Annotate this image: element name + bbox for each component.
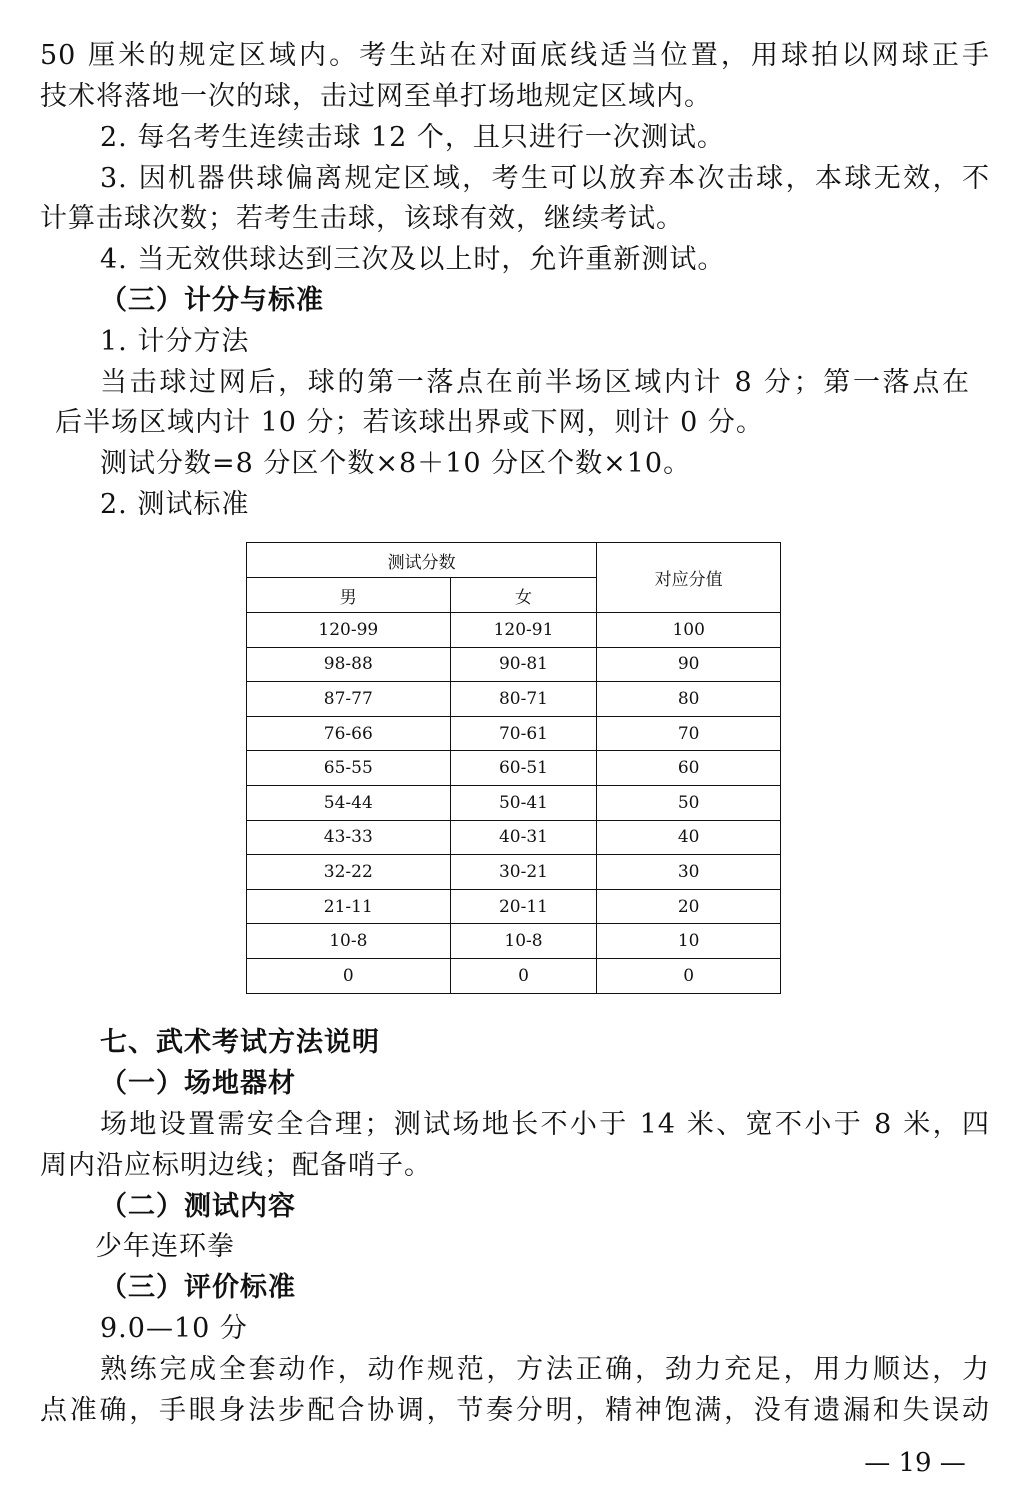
male-range: 98-88 xyxy=(247,647,451,682)
points-value: 50 xyxy=(597,785,781,820)
paragraph-line: 3. 因机器供球偏离规定区域，考生可以放弃本次击球，本球无效，不 xyxy=(100,163,990,194)
female-range: 50-41 xyxy=(450,785,597,820)
table-row xyxy=(247,958,781,993)
points-value: 80 xyxy=(597,682,781,717)
paragraph-line: 4. 当无效供球达到三次及以上时，允许重新测试。 xyxy=(100,244,726,275)
paragraph-line: 点准确，手眼身法步配合协调，节奏分明，精神饱满，没有遗漏和失误动 xyxy=(40,1395,990,1426)
paragraph-line: 2. 每名考生连续击球 12 个，且只进行一次测试。 xyxy=(100,122,725,153)
points-value: 60 xyxy=(597,751,781,786)
subsection-heading: 1. 计分方法 xyxy=(100,326,250,357)
points-value: 40 xyxy=(597,820,781,855)
female-range: 0 xyxy=(450,958,597,993)
table-row xyxy=(247,889,781,924)
female-range: 30-21 xyxy=(450,855,597,890)
male-range: 43-33 xyxy=(247,820,451,855)
male-range: 76-66 xyxy=(247,716,451,751)
paragraph-line: 后半场区域内计 10 分；若该球出界或下网，则计 0 分。 xyxy=(55,407,764,438)
page-number: — 19 — xyxy=(864,1448,966,1478)
table-row xyxy=(247,716,781,751)
female-range: 90-81 xyxy=(450,647,597,682)
table-row xyxy=(247,613,781,648)
header-female: 女 xyxy=(450,578,597,613)
paragraph-line: 当击球过网后，球的第一落点在前半场区域内计 8 分；第一落点在 xyxy=(100,367,970,398)
table-row xyxy=(247,785,781,820)
paragraph-line: 场地设置需安全合理；测试场地长不小于 14 米、宽不小于 8 米，四 xyxy=(100,1109,990,1140)
header-points: 对应分值 xyxy=(597,543,781,613)
male-range: 10-8 xyxy=(247,924,451,959)
points-value: 20 xyxy=(597,889,781,924)
chapter-title: 七、武术考试方法说明 xyxy=(100,1027,380,1058)
points-value: 90 xyxy=(597,647,781,682)
header-male: 男 xyxy=(247,578,451,613)
content-text: 少年连环拳 xyxy=(95,1231,235,1262)
formula-line: 测试分数=8 分区个数×8＋10 分区个数×10。 xyxy=(100,448,692,479)
points-value: 100 xyxy=(597,613,781,648)
points-value: 0 xyxy=(597,958,781,993)
paragraph-line: 周内沿应标明边线；配备哨子。 xyxy=(40,1150,432,1181)
table-row xyxy=(247,647,781,682)
male-range: 65-55 xyxy=(247,751,451,786)
grade-label: 9.0—10 分 xyxy=(100,1313,248,1344)
score-table xyxy=(246,542,781,994)
table-row xyxy=(247,751,781,786)
female-range: 80-71 xyxy=(450,682,597,717)
paragraph-line: 技术将落地一次的球，击过网至单打场地规定区域内。 xyxy=(40,81,712,112)
female-range: 40-31 xyxy=(450,820,597,855)
table-row xyxy=(247,682,781,717)
female-range: 20-11 xyxy=(450,889,597,924)
points-value: 30 xyxy=(597,855,781,890)
female-range: 70-61 xyxy=(450,716,597,751)
male-range: 0 xyxy=(247,958,451,993)
male-range: 87-77 xyxy=(247,682,451,717)
section-heading: （三）评价标准 xyxy=(100,1272,296,1303)
subsection-heading: 2. 测试标准 xyxy=(100,489,250,520)
male-range: 21-11 xyxy=(247,889,451,924)
paragraph-line: 50 厘米的规定区域内。考生站在对面底线适当位置，用球拍以网球正手 xyxy=(40,40,990,71)
points-value: 10 xyxy=(597,924,781,959)
female-range: 10-8 xyxy=(450,924,597,959)
table-row xyxy=(247,855,781,890)
section-heading: （三）计分与标准 xyxy=(100,285,324,316)
male-range: 32-22 xyxy=(247,855,451,890)
section-heading: （二）测试内容 xyxy=(100,1191,296,1222)
table-row xyxy=(247,924,781,959)
points-value: 70 xyxy=(597,716,781,751)
male-range: 54-44 xyxy=(247,785,451,820)
male-range: 120-99 xyxy=(247,613,451,648)
paragraph-line: 熟练完成全套动作，动作规范，方法正确，劲力充足，用力顺达，力 xyxy=(100,1354,990,1385)
female-range: 120-91 xyxy=(450,613,597,648)
paragraph-line: 计算击球次数；若考生击球，该球有效，继续考试。 xyxy=(40,203,684,234)
female-range: 60-51 xyxy=(450,751,597,786)
header-test-score: 测试分数 xyxy=(247,543,597,578)
table-row xyxy=(247,820,781,855)
section-heading: （一）场地器材 xyxy=(100,1068,296,1099)
